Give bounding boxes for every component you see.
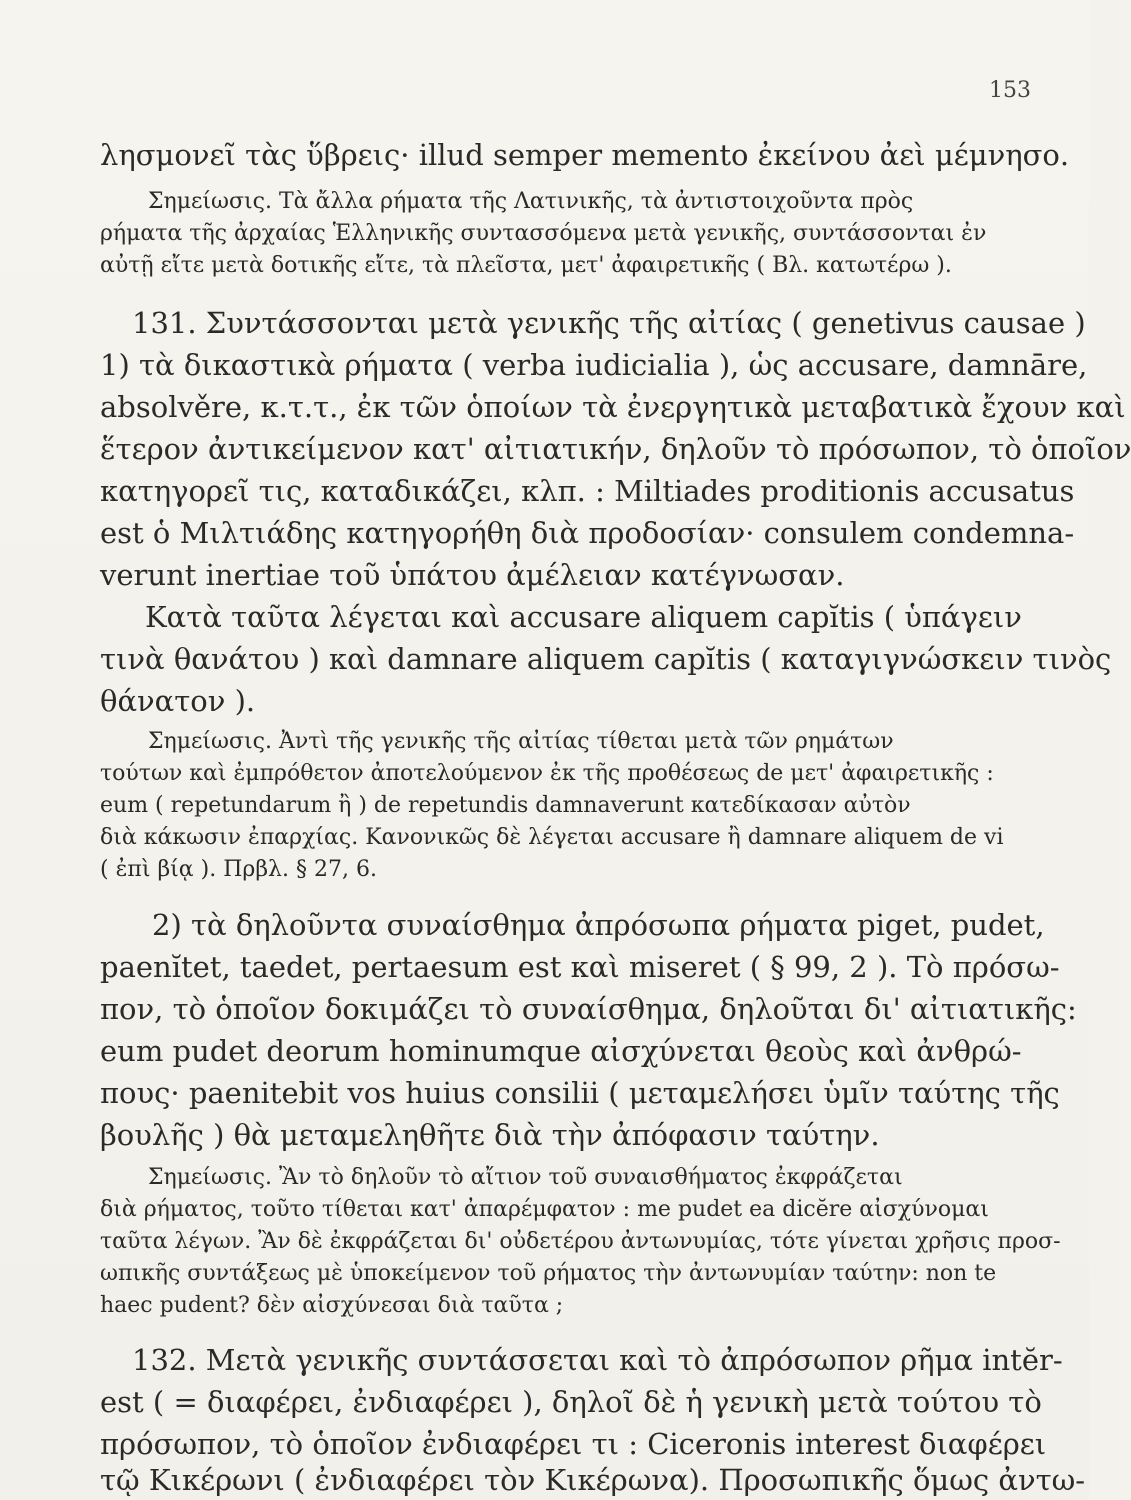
note-line: ωπικῆς συντάξεως μὲ ὑποκείμενον τοῦ ρήματος τὴν ἀντωνυμίαν ταύτην: non te (100, 1261, 997, 1286)
text-line: θάνατον ). (100, 684, 256, 718)
note-line: αὐτῇ εἴτε μετὰ δοτικῆς εἴτε, τὰ πλεῖστα, μετ' ἀφαιρετικῆς ( Βλ. κατωτέρω ). (100, 253, 952, 278)
text-line: πους· paenitebit vos huius consilii ( μεταμελήσει ὑμῖν ταύτης τῆς (100, 1076, 1060, 1110)
note-line: haec pudent? δὲν αἰσχύνεσαι διὰ ταῦτα ; (100, 1293, 564, 1318)
text-line: ἕτερον ἀντικείμενον κατ' αἰτιατικήν, δηλοῦν τὸ πρόσωπον, τὸ ὁποῖον (100, 432, 1131, 466)
text-line: τῷ Κικέρωνι ( ἐνδιαφέρει τὸν Κικέρωνα). Προσωπικῆς ὅμως ἀντω- (100, 1463, 1086, 1497)
page-number: 153 (989, 78, 1031, 103)
text-line: πον, τὸ ὁποῖον δοκιμάζει τὸ συναίσθημα, δηλοῦται δι' αἰτιατικῆς: (100, 992, 1077, 1026)
text-line: πρόσωπον, τὸ ὁποῖον ἐνδιαφέρει τι : Ciceronis interest διαφέρει (100, 1427, 1047, 1461)
text-line: 2) τὰ δηλοῦντα συναίσθημα ἀπρόσωπα ρήματα piget, pudet, (152, 908, 1045, 942)
text-line: 1) τὰ δικαστικὰ ρήματα ( verba iudicialia ), ὡς accusare, damnāre, (100, 348, 1088, 382)
note-line: ( ἐπὶ βίᾳ ). Πρβλ. § 27, 6. (100, 857, 377, 882)
text-line: τινὰ θανάτου ) καὶ damnare aliquem capĭtis ( καταγιγνώσκειν τινὸς (100, 642, 1112, 676)
text-line: λησμονεῖ τὰς ὕβρεις· illud semper memento ἐκείνου ἀεὶ μέμνησο. (100, 138, 1070, 172)
text-line: βουλῆς ) θὰ μεταμεληθῆτε διὰ τὴν ἀπόφασιν ταύτην. (100, 1118, 880, 1152)
text-line: Κατὰ ταῦτα λέγεται καὶ accusare aliquem capĭtis ( ὑπάγειν (145, 600, 1022, 634)
text-line: absolvěre, κ.τ.τ., ἐκ τῶν ὁποίων τὰ ἐνεργητικὰ μεταβατικὰ ἔχουν καὶ (100, 390, 1126, 424)
note-line: τούτων καὶ ἐμπρόθετον ἀποτελούμενον ἐκ τῆς προθέσεως de μετ' ἀφαιρετικῆς : (100, 761, 994, 786)
note-line: διὰ ρήματος, τοῦτο τίθεται κατ' ἀπαρέμφατον : me pudet ea dicĕre αἰσχύνομαι (100, 1197, 989, 1222)
note-line: ταῦτα λέγων. Ἂν δὲ ἐκφράζεται δι' οὐδετέρου ἀντωνυμίας, τότε γίνεται χρῆσις προσ- (100, 1229, 1061, 1254)
note-line: Σημείωσις. Τὰ ἄλλα ρήματα τῆς Λατινικῆς, τὰ ἀντιστοιχοῦντα πρὸς (148, 189, 914, 214)
text-line: est ὁ Μιλτιάδης κατηγορήθη διὰ προδοσίαν· consulem condemna- (100, 516, 1075, 550)
text-line: eum pudet deorum hominumque αἰσχύνεται θεοὺς καὶ ἀνθρώ- (100, 1034, 1022, 1068)
note-line: Σημείωσις. Ἂν τὸ δηλοῦν τὸ αἴτιον τοῦ συναισθήματος ἐκφράζεται (148, 1165, 903, 1190)
section-heading-131: 131. Συντάσσονται μετὰ γενικῆς τῆς αἰτίας ( genetivus causae ) (132, 306, 1086, 340)
note-line: eum ( repetundarum ἢ ) de repetundis damnaverunt κατεδίκασαν αὐτὸν (100, 793, 911, 818)
note-line: ρήματα τῆς ἀρχαίας Ἑλληνικῆς συντασσόμενα μετὰ γενικῆς, συντάσσονται ἐν (100, 221, 987, 246)
text-line: κατηγορεῖ τις, καταδικάζει, κλπ. : Miltiades proditionis accusatus (100, 474, 1075, 508)
note-line: διὰ κάκωσιν ἐπαρχίας. Κανονικῶς δὲ λέγεται accusare ἢ damnare aliquem de vi (100, 825, 1004, 850)
text-line: verunt inertiae τοῦ ὑπάτου ἀμέλειαν κατέγνωσαν. (100, 558, 845, 592)
text-line: est ( = διαφέρει, ἐνδιαφέρει ), δηλοῖ δὲ ἡ γενικὴ μετὰ τούτου τὸ (100, 1385, 1042, 1419)
text-line: paenĭtet, taedet, pertaesum est καὶ miseret ( § 99, 2 ). Τὸ πρόσω- (100, 950, 1060, 984)
section-heading-132: 132. Μετὰ γενικῆς συντάσσεται καὶ τὸ ἀπρόσωπον ρῆμα intĕr- (132, 1343, 1063, 1377)
note-line: Σημείωσις. Ἀντὶ τῆς γενικῆς τῆς αἰτίας τίθεται μετὰ τῶν ρημάτων (148, 729, 894, 754)
